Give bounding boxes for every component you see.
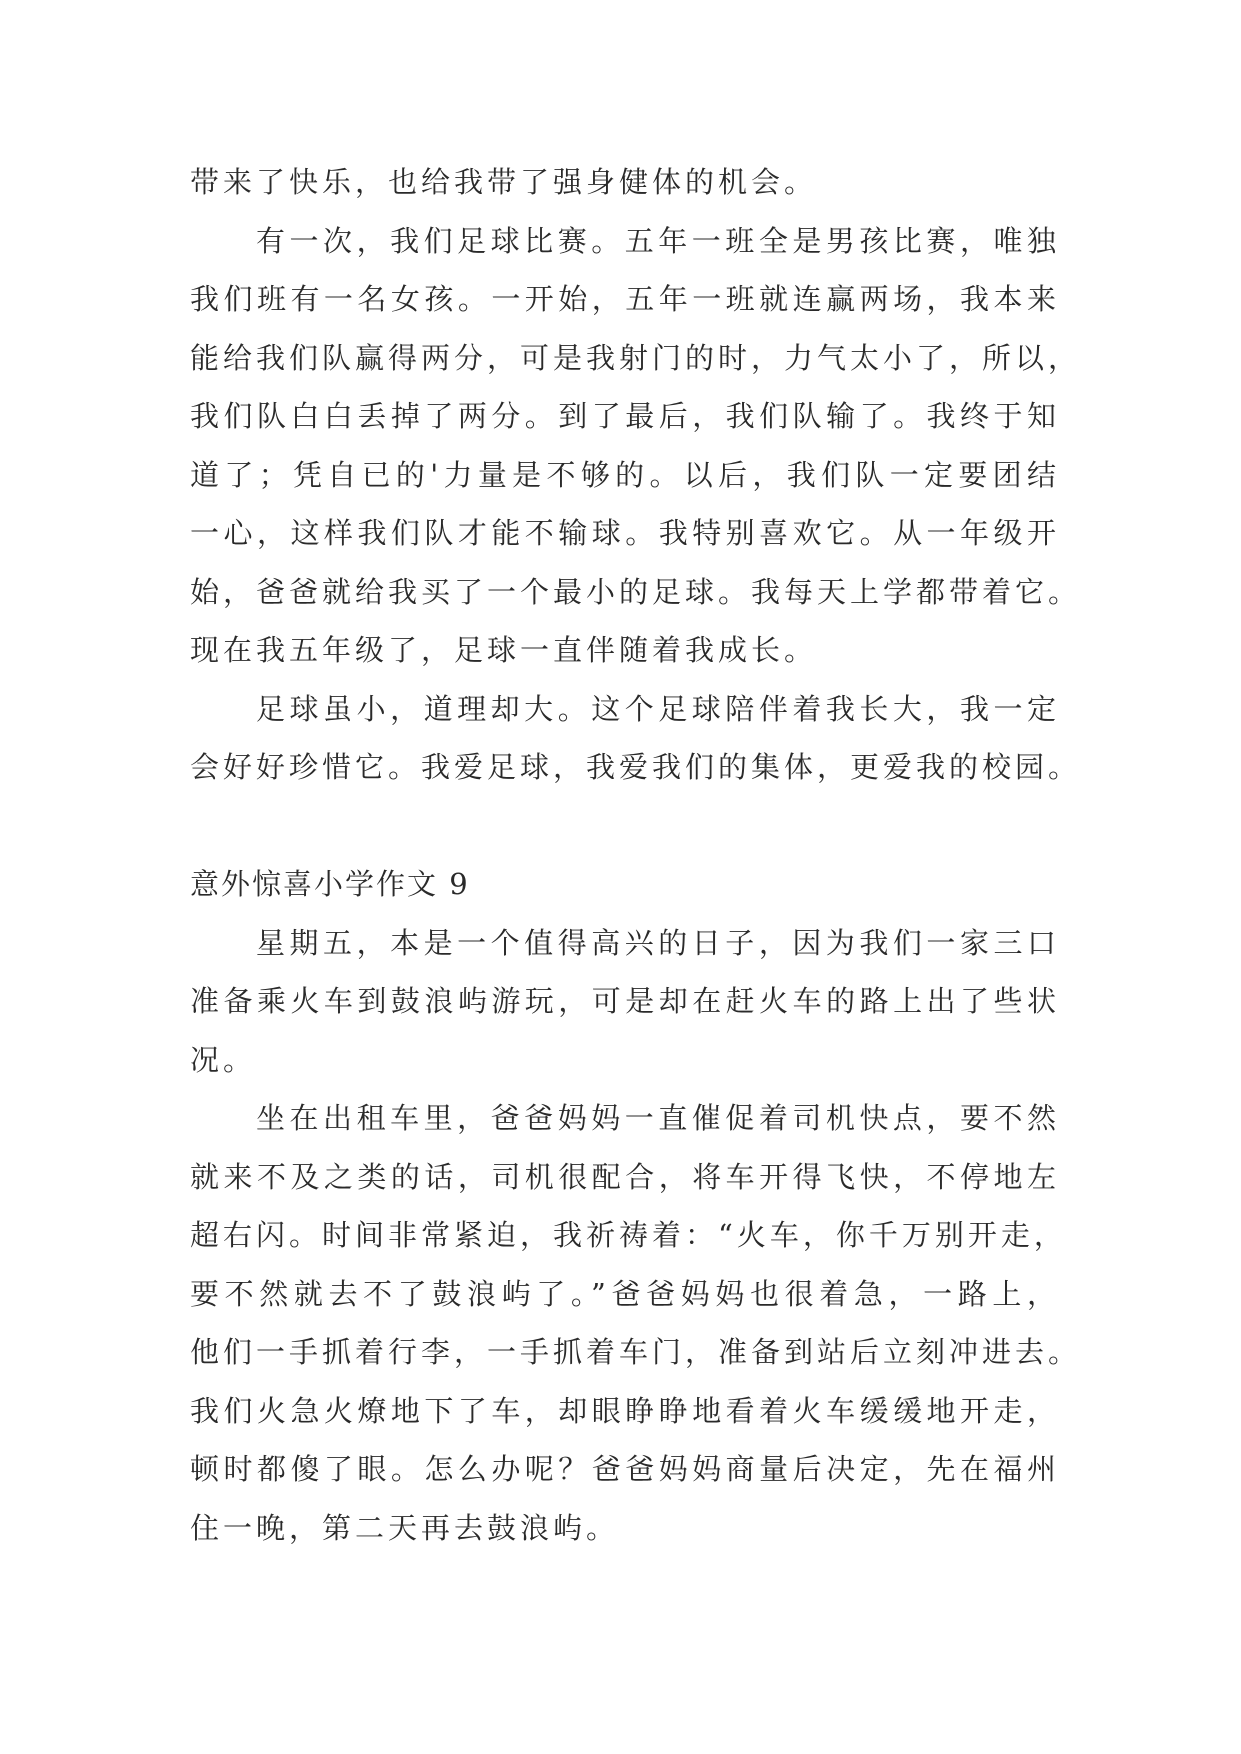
text-line: 要不然就去不了鼓浪屿了。”爸爸妈妈也很着急，一路上， [190,1276,1060,1311]
text-line: 有一次，我们足球比赛。五年一班全是男孩比赛，唯独 [256,223,1060,258]
text-line: 我们队白白丢掉了两分。到了最后，我们队输了。我终于知 [190,399,1060,433]
text-line: 坐在出租车里，爸爸妈妈一直催促着司机快点，要不然 [256,1101,1060,1135]
text-line: 我们火急火燎地下了车，却眼睁睁地看着火车缓缓地开走， [190,1393,1060,1428]
paragraph-football-conclusion [190,680,1082,797]
section-gap [190,797,1060,856]
text-line: 超右闪。时间非常紧迫，我祈祷着：“火车，你千万别开走， [190,1218,1067,1252]
text-line: 道了；凭自已的'力量是不够的。以后，我们队一定要团结 [190,457,1060,492]
text-line: 星期五，本是一个值得高兴的日子，因为我们一家三口 [256,925,1060,960]
text-line: 始，爸爸就给我买了一个最小的足球。我每天上学都带着它。 [190,574,1082,609]
section-heading: 意外惊喜小学作文 9 [190,867,470,901]
text-line: 我们班有一名女孩。一开始，五年一班就连赢两场，我本来 [190,282,1060,316]
text-line: 足球虽小，道理却大。这个足球陪伴着我长大，我一定 [256,691,1060,726]
paragraph-football-match [190,212,1082,680]
document-body [190,153,1082,1557]
text-line: 顿时都傻了眼。怎么办呢？爸爸妈妈商量后决定，先在福州 [190,1452,1060,1486]
text-line: 能给我们队赢得两分，可是我射门的时，力气太小了，所以， [190,340,1082,375]
text-line: 住一晚，第二天再去鼓浪屿。 [190,1510,620,1545]
paragraph-taxi-ride [190,1089,1082,1557]
text-line: 况。 [190,1042,257,1077]
text-line: 现在我五年级了，足球一直伴随着我成长。 [190,633,818,667]
text-line: 就来不及之类的话，司机很配合，将车开得飞快，不停地左 [190,1159,1060,1194]
text-line: 带来了快乐，也给我带了强身健体的机会。 [190,165,818,199]
text-line: 会好好珍惜它。我爱足球，我爱我们的集体，更爱我的校园。 [190,750,1082,784]
paragraph-football-joy [190,153,1060,212]
paragraph-trip-intro [190,914,1060,1090]
text-line: 准备乘火车到鼓浪屿游玩，可是却在赶火车的路上出了些状 [190,984,1060,1018]
text-line: 一心，这样我们队才能不输球。我特别喜欢它。从一年级开 [190,516,1060,550]
text-line: 他们一手抓着行李，一手抓着车门，准备到站后立刻冲进去。 [190,1335,1082,1369]
